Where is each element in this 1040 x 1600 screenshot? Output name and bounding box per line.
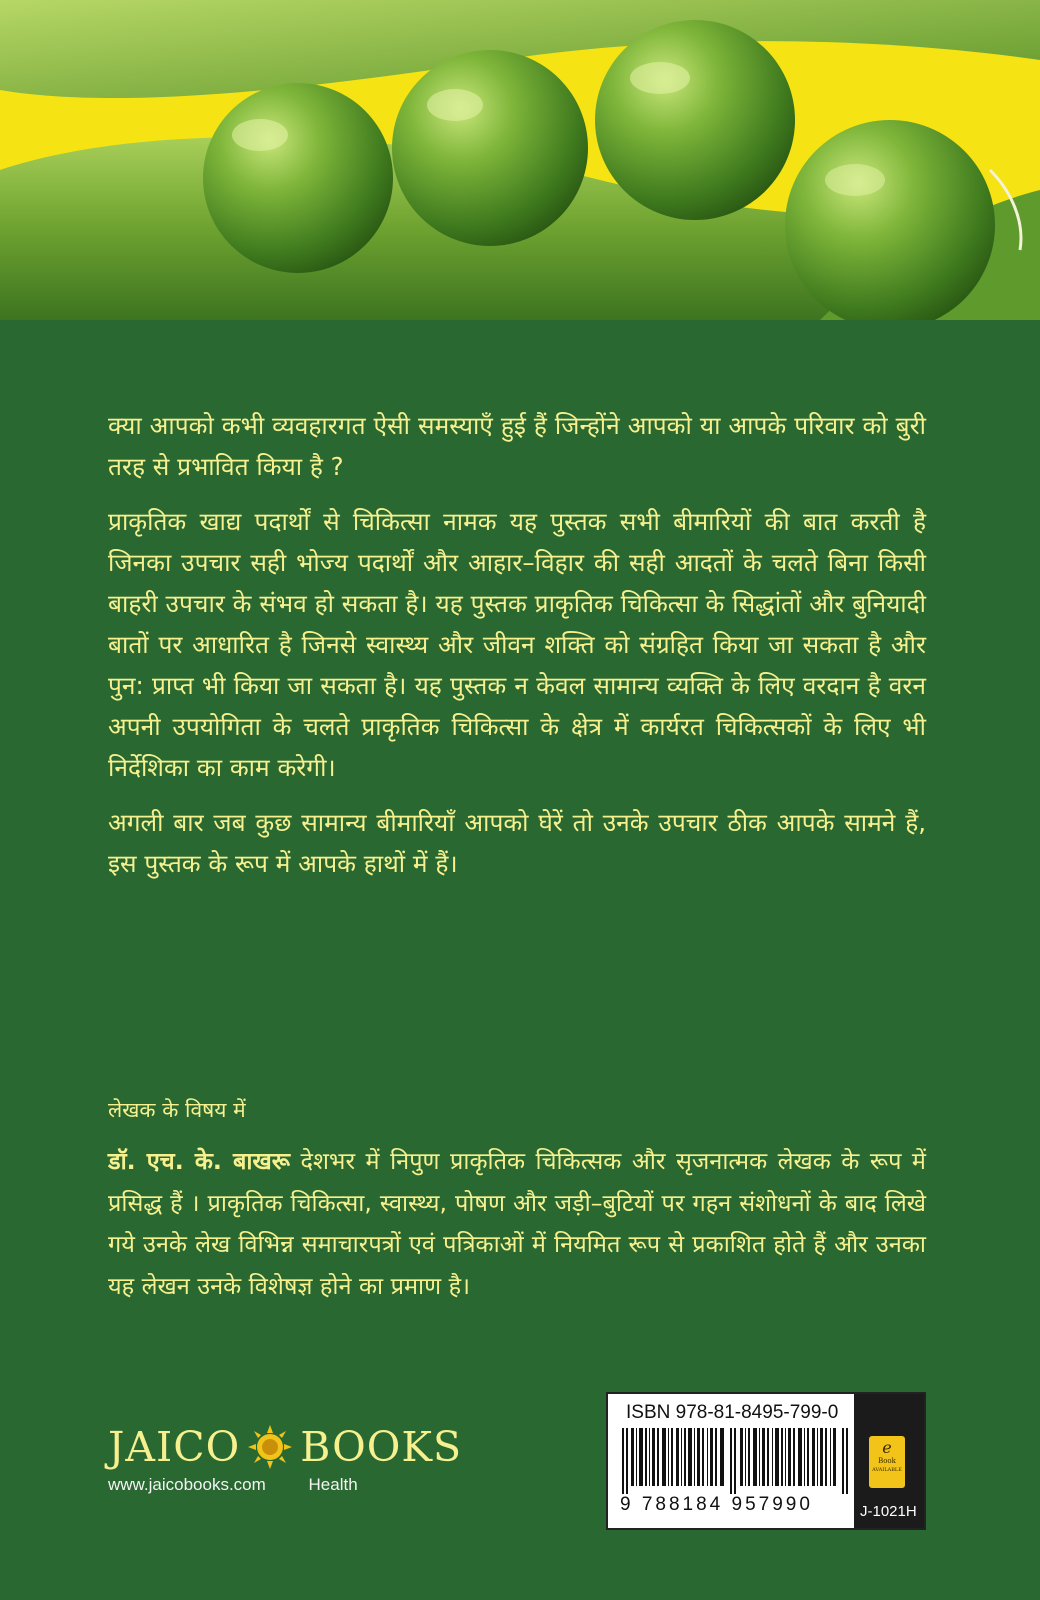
ebook-available-icon (869, 1436, 905, 1488)
description-paragraph-2: प्राकृतिक खाद्य पदार्थों से चिकित्सा नामक यह पुस्तक सभी बीमारियों की बात करती है जिनका उपचार सही भोज्य पदार्थों और आहार–विहार की सही आदतों के चलते बिना किसी बाहरी उपचार के संभव हो सकता है। यह पुस्तक प्राकृतिक चिकित्सा के सिद्धांतों और बुनियादी बातों पर आधारित है जिनसे स्वास्थ्य और जीवन शक्ति को संग्रहित किया जा सकता है और पुन: प्राप्त भी किया जा सकता है। यह पुस्तक न केवल सामान्य व्यक्ति के लिए वरदान है वरन अपनी उपयोगिता के चलते प्राकृतिक चिकित्सा के क्षेत्र में कार्यरत चिकित्सकों के लिए भी निर्देशिका का काम करेगी। (108, 507, 926, 782)
sun-icon (248, 1425, 292, 1469)
isbn-label: ISBN 978-81-8495-799-0 (626, 1402, 839, 1423)
publisher-logo (108, 1422, 462, 1472)
peas-illustration (0, 0, 1040, 320)
isbn-barcode (606, 1392, 926, 1530)
barcode-bars (622, 1428, 850, 1494)
publisher-name-right: BOOKS (300, 1423, 463, 1471)
ebook-available: AVAILABLE (872, 1467, 902, 1473)
description-paragraph-3: अगली बार जब कुछ सामान्य बीमारियाँ आपको घेरें तो उनके उपचार ठीक आपके सामने हैं, इस पुस्तक के रूप में आपके हाथों में हैं। (108, 808, 926, 878)
isbn-digits: 9 788184 957990 (620, 1494, 813, 1515)
publisher-name-left: JAICO (108, 1423, 241, 1471)
author-heading: लेखक के विषय में (108, 1098, 246, 1122)
description-paragraph-1: क्या आपको कभी व्यवहारगत ऐसी समस्याएँ हुई हैं जिन्होंने आपको या आपके परिवार को बुरी तरह से प्रभावित किया है ? (108, 411, 926, 481)
book-description (108, 405, 926, 898)
book-category: Health (308, 1475, 358, 1494)
author-bio-text: देशभर में निपुण प्राकृतिक चिकित्सक और सृजनात्मक लेखक के रूप में प्रसिद्ध हैं । प्राकृतिक चिकित्सा, स्वास्थ्य, पोषण और जड़ी–बुटियों पर गहन संशोधनों के बाद लिखे गये उनके लेख विभिन्न समाचारपत्रों एवं पत्रिकाओं में नियमित रूप से प्रकाशित होते हैं और उनका यह लेखन उनके विशेषज्ञ होने का प्रमाण है। (108, 1147, 926, 1300)
publisher-website[interactable]: www.jaicobooks.com (108, 1475, 266, 1494)
ebook-book: Book (878, 1457, 896, 1465)
ebook-e: e (882, 1438, 892, 1457)
ebook-strip (854, 1394, 924, 1528)
book-code: J-1021H (860, 1503, 917, 1520)
footer-info (108, 1475, 396, 1495)
cover-photo-peas (0, 0, 1040, 320)
author-name: डॉ. एच. के. बाखरू (108, 1147, 290, 1175)
author-bio (108, 1141, 926, 1307)
